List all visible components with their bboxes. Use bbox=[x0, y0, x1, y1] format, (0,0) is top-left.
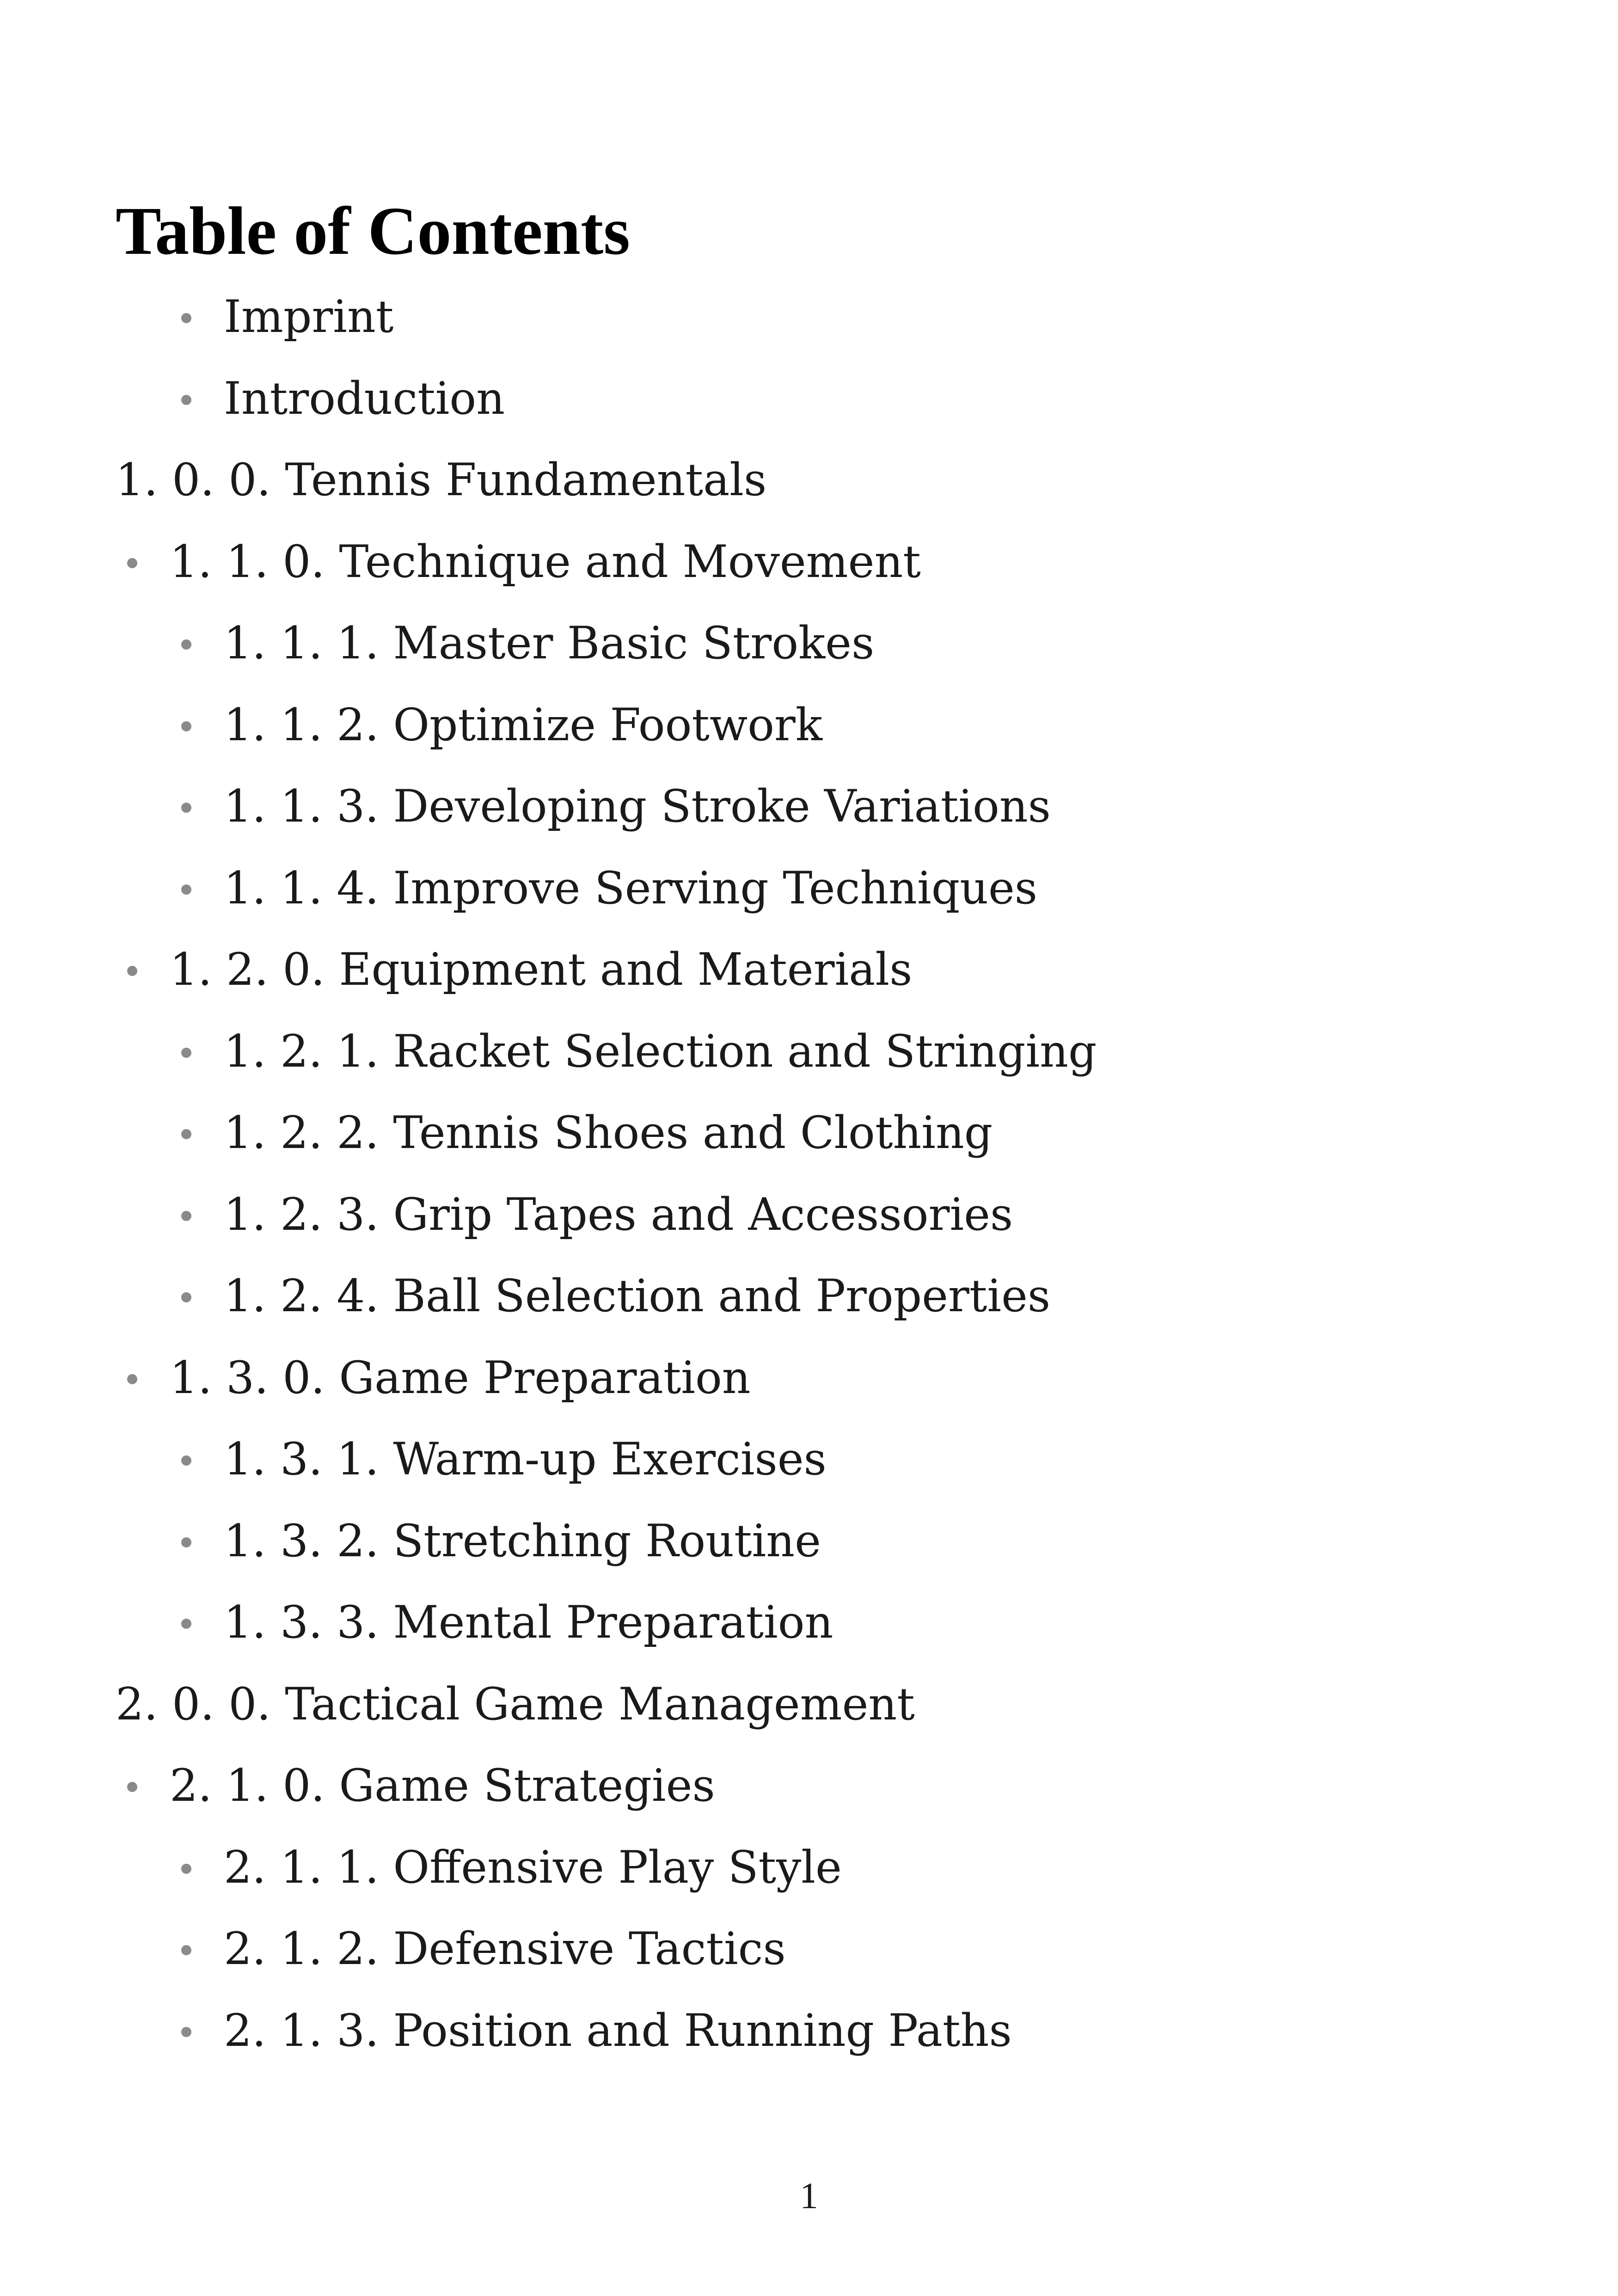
page-title: Table of Contents bbox=[116, 193, 630, 269]
toc-entry-label[interactable]: 1. 1. 0. Technique and Movement bbox=[170, 535, 921, 588]
toc-entry-label[interactable]: 1. 2. 1. Racket Selection and Stringing bbox=[224, 1025, 1097, 1077]
toc-entry-label[interactable]: 1. 1. 2. Optimize Footwork bbox=[224, 699, 822, 751]
toc-entry-label[interactable]: 2. 1. 2. Defensive Tactics bbox=[224, 1923, 786, 1975]
toc-entry-label[interactable]: 1. 2. 3. Grip Tapes and Accessories bbox=[224, 1188, 1013, 1240]
toc-entry-label[interactable]: 2. 0. 0. Tactical Game Management bbox=[116, 1678, 915, 1730]
bullet-icon bbox=[181, 1129, 191, 1139]
toc-entry-label[interactable]: 1. 2. 2. Tennis Shoes and Clothing bbox=[224, 1107, 993, 1159]
bullet-icon bbox=[181, 1945, 191, 1955]
toc-entry-label[interactable]: 1. 1. 1. Master Basic Strokes bbox=[224, 617, 875, 669]
bullet-icon bbox=[181, 639, 191, 650]
toc-entry-label[interactable]: 1. 0. 0. Tennis Fundamentals bbox=[116, 454, 767, 506]
toc-entry-label[interactable]: 1. 2. 0. Equipment and Materials bbox=[170, 944, 913, 995]
bullet-icon bbox=[181, 884, 191, 895]
bullet-icon bbox=[181, 1619, 191, 1629]
toc-entry-label[interactable]: 1. 3. 0. Game Preparation bbox=[170, 1351, 751, 1404]
bullet-icon bbox=[127, 1782, 137, 1792]
toc-entry-label[interactable]: 1. 3. 1. Warm-up Exercises bbox=[224, 1433, 827, 1485]
bullet-icon bbox=[181, 395, 191, 405]
toc-entry-label[interactable]: Introduction bbox=[224, 372, 505, 424]
bullet-icon bbox=[181, 1455, 191, 1466]
toc-entry-label[interactable]: 1. 3. 2. Stretching Routine bbox=[224, 1515, 821, 1567]
bullet-icon bbox=[181, 1292, 191, 1302]
bullet-icon bbox=[181, 1537, 191, 1547]
bullet-icon bbox=[181, 2027, 191, 2037]
bullet-icon bbox=[181, 803, 191, 813]
bullet-icon bbox=[127, 1374, 137, 1384]
bullet-icon bbox=[181, 1864, 191, 1874]
bullet-icon bbox=[127, 966, 137, 976]
toc-entry-label[interactable]: 1. 1. 3. Developing Stroke Variations bbox=[224, 780, 1051, 832]
toc-entry-label[interactable]: 2. 1. 0. Game Strategies bbox=[170, 1760, 715, 1811]
bullet-icon bbox=[181, 313, 191, 323]
page-number: 1 bbox=[800, 2176, 818, 2216]
toc-entry-label[interactable]: 1. 1. 4. Improve Serving Techniques bbox=[224, 862, 1038, 914]
toc-entry-label[interactable]: 2. 1. 3. Position and Running Paths bbox=[224, 2004, 1012, 2057]
toc-entry-label[interactable]: 1. 2. 4. Ball Selection and Properties bbox=[224, 1270, 1051, 1322]
toc-entry-label[interactable]: 1. 3. 3. Mental Preparation bbox=[224, 1596, 834, 1648]
toc-entry-label[interactable]: Imprint bbox=[224, 291, 394, 343]
toc-entry-label[interactable]: 2. 1. 1. Offensive Play Style bbox=[224, 1841, 842, 1893]
bullet-icon bbox=[127, 558, 137, 568]
bullet-icon bbox=[181, 721, 191, 731]
bullet-icon bbox=[181, 1048, 191, 1058]
bullet-icon bbox=[181, 1211, 191, 1221]
